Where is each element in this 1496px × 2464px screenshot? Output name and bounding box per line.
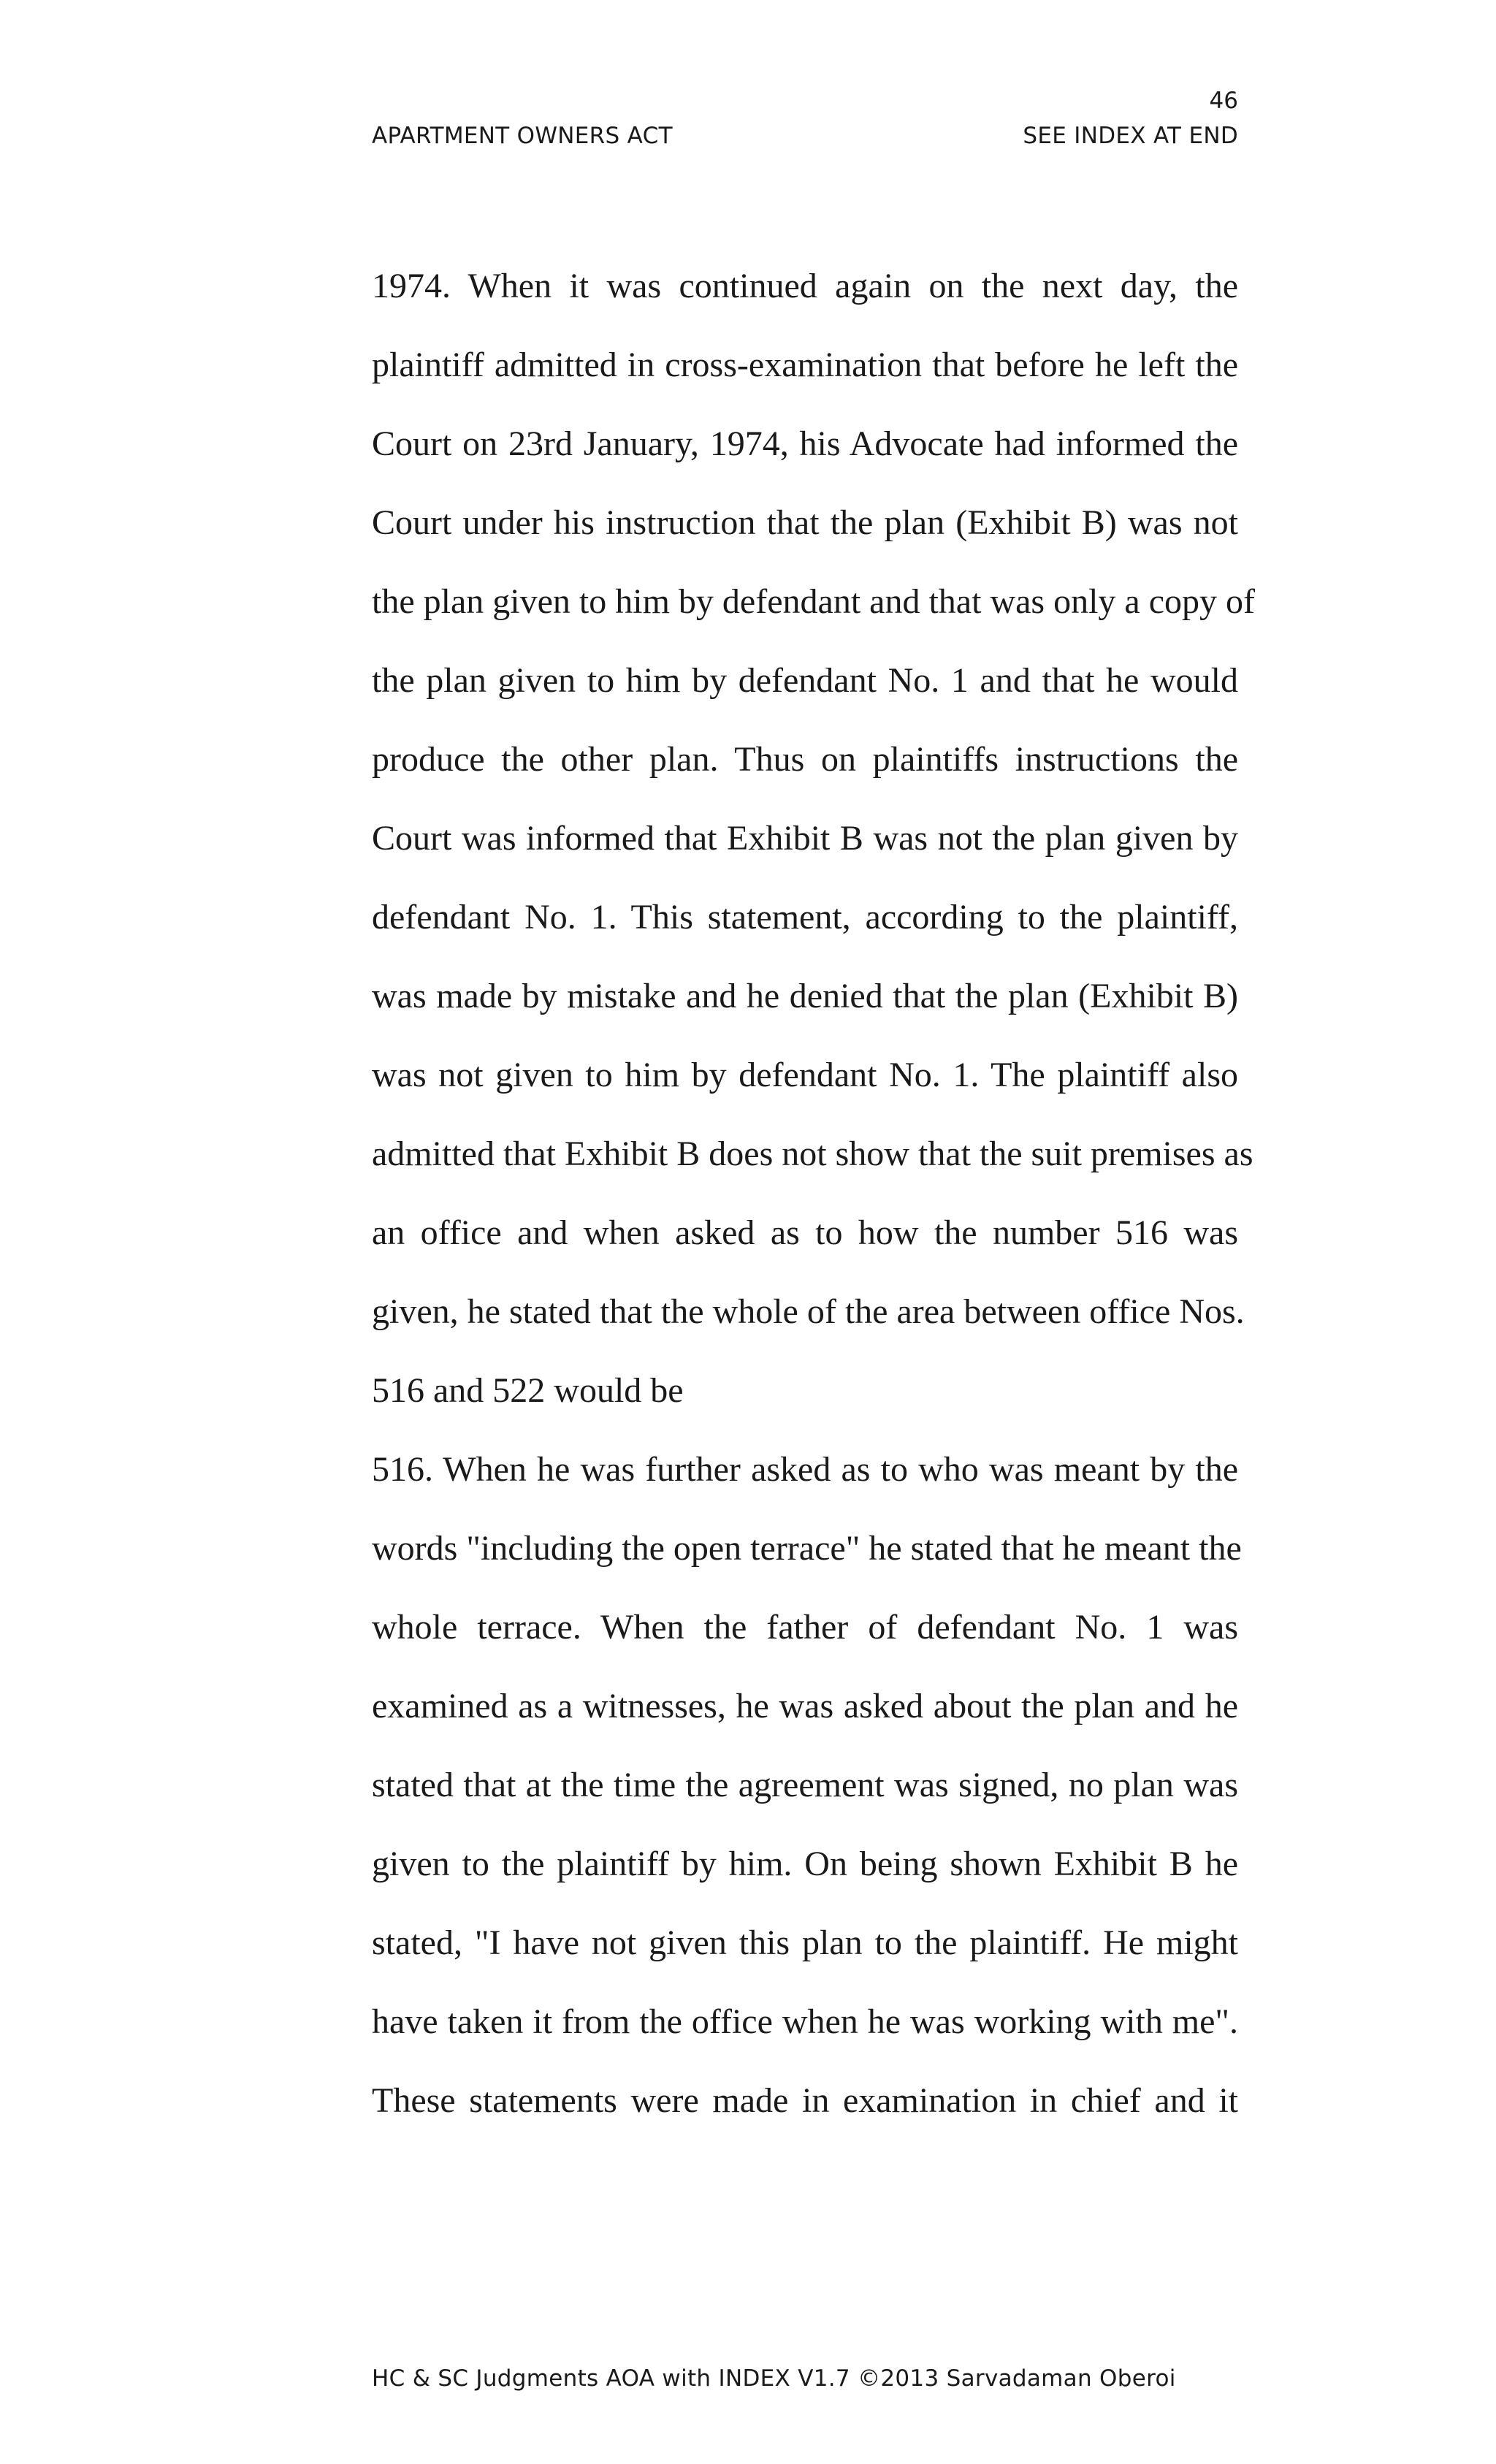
text-line: was not given to him by defendant No. 1. The plaintiff also: [372, 1056, 1238, 1094]
text-line: was made by mistake and he denied that the plan (Exhibit B): [372, 977, 1238, 1015]
text-line: admitted that Exhibit B does not show that the suit premises as: [372, 1134, 1253, 1173]
header-title: APARTMENT OWNERS ACT: [372, 123, 673, 149]
text-line: stated that at the time the agreement was signed, no plan was: [372, 1766, 1238, 1804]
running-header: [372, 121, 1238, 150]
text-line: stated, "I have not given this plan to the plaintiff. He might: [372, 1923, 1238, 1962]
text-line: given, he stated that the whole of the area between office Nos.: [372, 1292, 1245, 1331]
page-footer: HC & SC Judgments AOA with INDEX V1.7 ©2013 Sarvadaman Oberoi: [372, 2365, 1176, 2392]
text-line: examined as a witnesses, he was asked about the plan and he: [372, 1687, 1238, 1725]
text-line: plaintiff admitted in cross-examination that before he left the: [372, 346, 1238, 384]
header-index-note: SEE INDEX AT END: [1023, 123, 1238, 149]
text-line: words "including the open terrace" he stated that he meant the: [372, 1529, 1242, 1568]
text-line: Court on 23rd January, 1974, his Advocate had informed the: [372, 424, 1238, 463]
text-line: the plan given to him by defendant and that was only a copy of: [372, 582, 1256, 621]
text-line: These statements were made in examination in chief and it: [372, 2081, 1238, 2120]
text-line: the plan given to him by defendant No. 1 and that he would: [372, 661, 1238, 700]
text-line: defendant No. 1. This statement, according to the plaintiff,: [372, 898, 1238, 937]
text-line: have taken it from the office when he was working with me".: [372, 2002, 1238, 2041]
text-line: 516 and 522 would be: [372, 1371, 684, 1410]
text-line: 1974. When it was continued again on the next day, the: [372, 267, 1238, 305]
text-line: Court was informed that Exhibit B was not the plan given by: [372, 819, 1238, 858]
text-line: whole terrace. When the father of defendant No. 1 was: [372, 1608, 1238, 1647]
text-line: produce the other plan. Thus on plaintiffs instructions the: [372, 740, 1238, 779]
text-line: Court under his instruction that the plan (Exhibit B) was not: [372, 503, 1238, 542]
text-line: an office and when asked as to how the number 516 was: [372, 1213, 1238, 1252]
text-line: 516. When he was further asked as to who was meant by the: [372, 1450, 1238, 1489]
page-number: 46: [1209, 88, 1238, 114]
text-line: given to the plaintiff by him. On being shown Exhibit B he: [372, 1845, 1238, 1883]
judgment-body-text: [372, 262, 1256, 2155]
